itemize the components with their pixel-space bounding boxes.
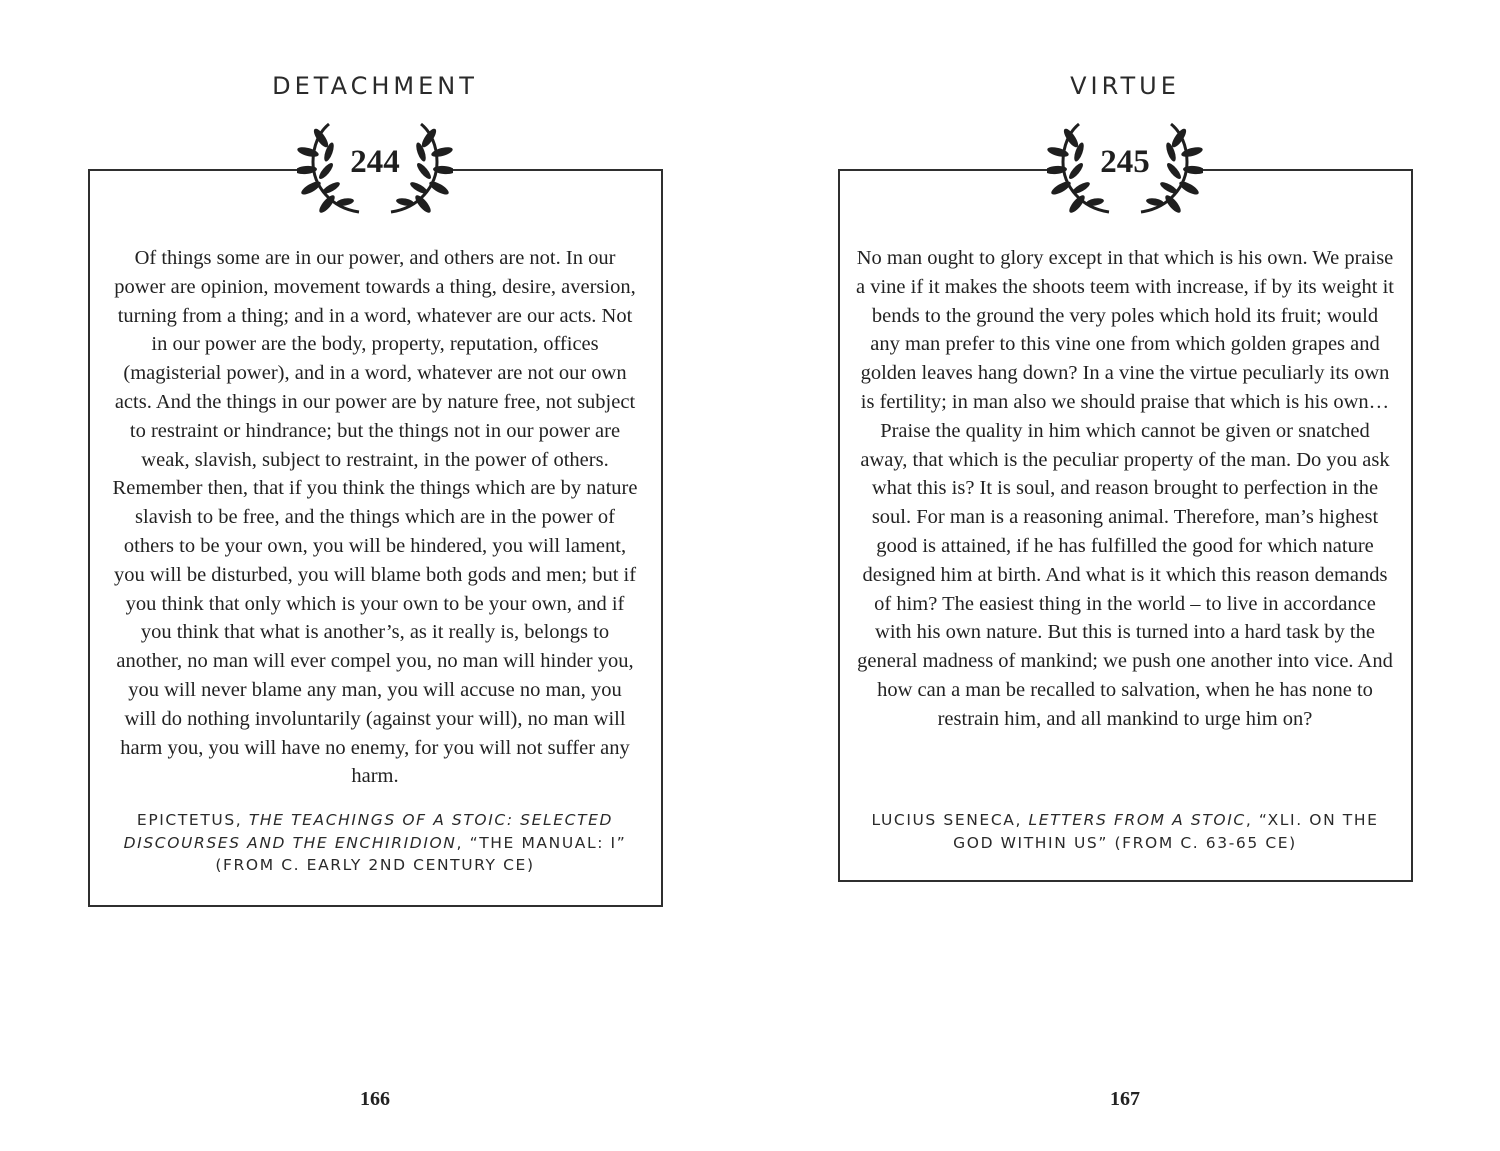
source-detail: , “THE MANUAL: I” (FROM C. EARLY 2ND CENTURY CE)	[215, 833, 627, 874]
page-number: 167	[1110, 1088, 1140, 1110]
quote-source	[120, 809, 630, 877]
quote-text: No man ought to glory except in that which is his own. We praise a vine if it makes the shoots teem with increase, if by its weight it bends to the ground the very poles which hold its fruit; would any man prefer to this vine one from which golden grapes and golden leaves hang down? In a vine the virtue peculiarly its own is fertility; in man also we should praise that which is his own… Praise the quality in him which cannot be given or snatched away, that which is the peculiar property of the man. Do you ask what this is? It is soul, and reason brought to perfection in the soul. For man is a reasoning animal. Therefore, man’s highest good is attained, if he has fulfilled the good for which nature designed him at birth. And what is it which this reason demands of him? The easiest thing in the world – to live in accordance with his own nature. But this is turned into a hard task by the general madness of mankind; we push one another into vice. And how can a man be recalled to salvation, when he has none to restrain him, and all mankind to urge him on?	[856, 247, 1395, 730]
entry-number: 244	[350, 144, 400, 180]
source-author: EPICTETUS,	[136, 811, 249, 829]
theme-heading: VIRTUE	[1070, 72, 1180, 100]
quote-source	[870, 809, 1380, 854]
source-detail: , “XLI. ON THE GOD WITHIN US” (FROM C. 63-65 CE)	[953, 811, 1379, 852]
quote-text: Of things some are in our power, and others are not. In our power are opinion, movement towards a thing, desire, aversion, turning from a thing; and in a word, whatever are our acts. Not in our power are the body, property, reputation, offices (magisterial power), and in a word, whatever are not our own acts. And the things in our power are by nature free, not subject to restraint or hindrance; but the things not in our power are weak, slavish, subject to restraint, in the power of others. Remember then, that if you think the things which are by nature slavish to be free, and the things which are in the power of others to be your own, you will be hindered, you will lament, you will be disturbed, you will blame both gods and men; but if you think that only which is your own to be your own, and if you think that what is another’s, as it really is, belongs to another, no man will ever compel you, no man will hinder you, you will never blame any man, you will accuse no man, you will do nothing involuntarily (against your will), no man will harm you, you will have no enemy, for you will not suffer any harm.	[112, 247, 638, 788]
source-author: LUCIUS SENECA,	[871, 811, 1029, 829]
entry-number: 245	[1100, 144, 1150, 180]
source-title: THE TEACHINGS OF A STOIC: SELECTED DISCOURSES AND THE ENCHIRIDION	[123, 811, 614, 852]
theme-heading: DETACHMENT	[272, 72, 478, 100]
entry-badge	[297, 116, 453, 220]
entry-badge	[1047, 116, 1203, 220]
source-title: LETTERS FROM A STOIC	[1028, 811, 1246, 829]
page-number: 166	[360, 1088, 390, 1110]
right-page	[750, 0, 1500, 1151]
